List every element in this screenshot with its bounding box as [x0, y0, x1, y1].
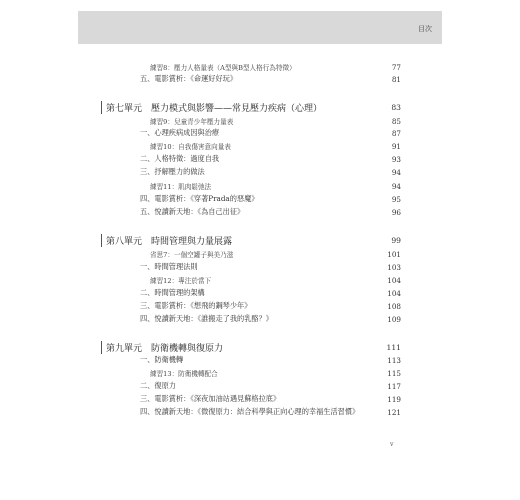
toc-entry-page: 109 [387, 314, 401, 324]
toc-entry[interactable] [100, 380, 401, 392]
toc-entry-text: 四、電影賞析：《穿著Prada的惡魔》 [140, 194, 259, 203]
toc-entry-text: 四、悅讀新天地：《誰搬走了我的乳酪？》 [140, 314, 273, 323]
toc-entry[interactable] [100, 354, 401, 366]
toc-unit-heading[interactable] [100, 101, 401, 113]
toc-entry-page: 99 [391, 235, 401, 245]
toc-entry-page: 87 [391, 128, 401, 138]
toc-entry-page: 121 [387, 407, 401, 417]
toc-entry[interactable] [100, 127, 401, 139]
toc-entry[interactable] [100, 115, 401, 127]
toc-entry[interactable] [100, 287, 401, 299]
toc-entry[interactable] [100, 61, 401, 73]
toc-entry[interactable] [100, 367, 401, 379]
toc-entry[interactable] [100, 73, 401, 85]
toc-entry[interactable] [100, 274, 401, 286]
toc-entry-text: 二、人格特徵：過度自我 [140, 154, 220, 163]
toc-entry-text: 三、抒解壓力的做法 [140, 167, 205, 176]
toc-entry-page: 94 [391, 167, 401, 177]
toc-entry[interactable] [100, 248, 401, 260]
toc-unit-title: 第八單元 時間管理與力量展露 [101, 234, 232, 247]
toc-entry-page: 101 [387, 249, 401, 259]
toc-entry[interactable] [100, 180, 401, 192]
toc-entry[interactable] [100, 206, 401, 218]
toc-entry-text: 四、悅讀新天地：《微復原力：結合科學與正向心理的幸福生活習慣》 [140, 407, 360, 416]
toc-entry-page: 77 [391, 62, 401, 72]
toc-entry-page: 94 [391, 181, 401, 191]
toc-entry-page: 108 [387, 301, 401, 311]
toc-entry-page: 93 [391, 154, 401, 164]
toc-entry-page: 115 [387, 368, 401, 378]
toc-entry[interactable] [100, 406, 401, 418]
toc-entry-text: 一、防衛機轉 [140, 355, 184, 364]
toc-entry-page: 95 [391, 194, 401, 204]
toc-entry-text: 三、電影賞析：《想飛的鋼琴少年》 [140, 301, 252, 310]
toc-entry[interactable] [100, 166, 401, 178]
toc-entry-page: 103 [387, 262, 401, 272]
toc-entry-page: 96 [391, 207, 401, 217]
toc-entry-text: 練習13：防衛機轉配合 [150, 370, 218, 378]
toc-entry-page: 119 [387, 394, 401, 404]
toc-entry-text: 二、時間管理的架構 [140, 288, 205, 297]
toc-entry-page: 85 [391, 116, 401, 126]
header-label: 目次 [418, 25, 432, 33]
folio-mark: v [390, 441, 394, 448]
toc-entry-page: 83 [391, 102, 401, 112]
toc-entry-page: 111 [386, 342, 401, 352]
toc-unit-heading[interactable] [100, 234, 401, 246]
toc-entry-text: 練習8：壓力人格量表（A型與B型人格行為特徵） [150, 64, 296, 72]
toc-entry[interactable] [100, 393, 401, 405]
toc-entry-page: 81 [391, 74, 401, 84]
toc-entry[interactable] [100, 193, 401, 205]
toc-entry-page: 104 [387, 275, 401, 285]
toc-entry-text: 一、心理疾病成因與治療 [140, 128, 220, 137]
toc-unit-title: 第九單元 防衛機轉與復原力 [101, 341, 223, 354]
toc-entry-text: 五、悅讀新天地：《為自己出征》 [140, 207, 245, 216]
toc-entry-page: 91 [391, 141, 401, 151]
toc-entry-page: 117 [387, 381, 401, 391]
toc-entry[interactable] [100, 300, 401, 312]
toc-entry[interactable] [100, 153, 401, 165]
toc-entry-text: 練習11：肌肉鬆弛法 [150, 183, 212, 191]
toc-entry[interactable] [100, 140, 401, 152]
running-header [78, 11, 442, 44]
toc-entry-text: 二、復原力 [140, 381, 176, 390]
toc-entry-text: 一、時間管理法則 [140, 262, 198, 271]
toc-entry[interactable] [100, 313, 401, 325]
toc-entry-text: 練習10：自我傷害意向量表 [150, 143, 231, 151]
toc-entry-text: 三、電影賞析：《深夜加油站遇見蘇格拉底》 [140, 394, 281, 403]
toc-entry[interactable] [100, 261, 401, 273]
toc-unit-title: 第七單元 壓力模式與影響——常見壓力疾病（心理） [101, 101, 322, 114]
toc-entry-page: 113 [387, 355, 401, 365]
toc-entry-text: 省思7：一個空罐子與美乃滋 [150, 251, 234, 259]
toc-entry-page: 104 [387, 288, 401, 298]
toc-entry-text: 五、電影賞析：《命運好好玩》 [140, 74, 238, 83]
toc-entry-text: 練習12：專注於當下 [150, 277, 212, 285]
toc-entry-text: 練習9：兒童青少年壓力量表 [150, 118, 234, 126]
toc-unit-heading[interactable] [100, 341, 401, 353]
